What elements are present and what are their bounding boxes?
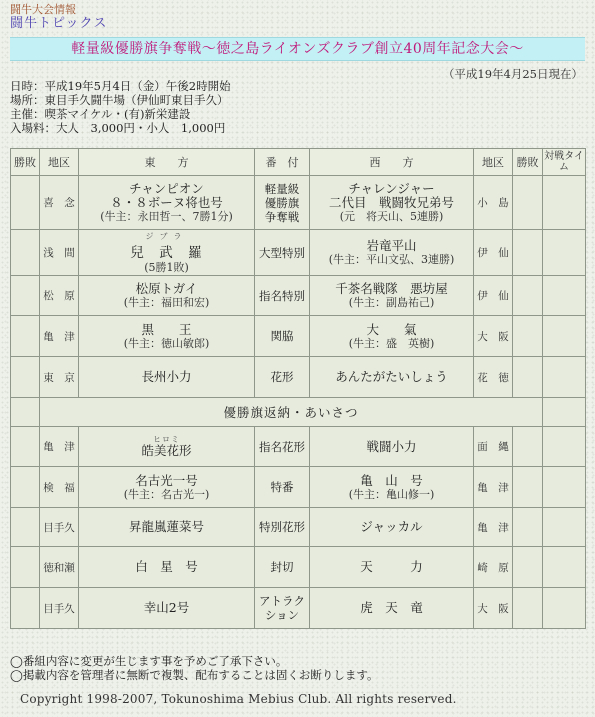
notes (10, 654, 378, 682)
west-owner: (元 将天山、5連勝) (339, 210, 444, 223)
west-name: 岩竜平山 (366, 238, 417, 253)
banzuke: 指名特別 (255, 276, 310, 316)
banzuke: 指名花形 (255, 427, 310, 467)
east-name: 昇龍嵐蓮菜号 (79, 508, 255, 547)
result-cell (11, 357, 40, 398)
west-area: 大 阪 (474, 588, 513, 629)
table-row (11, 357, 586, 398)
result-cell (513, 508, 543, 547)
east-area: 目手久 (40, 588, 79, 629)
time-cell (543, 230, 586, 276)
west-title: チャレンジャー (348, 181, 435, 196)
west-name: ジャッカル (310, 508, 474, 547)
east-owner: (牛主：永田哲一、7勝1分) (100, 210, 233, 223)
banzuke: 特別花形 (255, 508, 310, 547)
east-name: 兒 武 羅 (130, 244, 203, 261)
banzuke-line: 争奪戦 (264, 209, 300, 224)
east-area: 亀 津 (40, 427, 79, 467)
time-cell (543, 176, 586, 230)
table-header (11, 149, 586, 176)
info-fee: 入場料：大人 3,000円・小人 1,000円 (10, 121, 226, 135)
header-area: 地区 (40, 149, 79, 176)
banzuke: 封切 (255, 547, 310, 588)
header-east: 東 方 (79, 149, 255, 176)
header-west: 西 方 (310, 149, 474, 176)
west-bull (310, 176, 474, 230)
west-name: 虎 天 竜 (310, 588, 474, 629)
east-bull (79, 427, 255, 467)
result-cell (513, 230, 543, 276)
east-area: 東 京 (40, 357, 79, 398)
west-area: 亀 津 (474, 508, 513, 547)
table-row (11, 467, 586, 508)
east-area: 検 福 (40, 467, 79, 508)
banzuke-line: アトラク (259, 594, 305, 608)
time-cell (543, 547, 586, 588)
east-area: 松 原 (40, 276, 79, 316)
result-cell (11, 588, 40, 629)
section-title: 優勝旗返納・あいさつ (40, 398, 543, 427)
info-organizer: 主催：喫茶マイケル・(有)新栄建設 (10, 107, 191, 121)
header-result: 勝敗 (11, 149, 40, 176)
banzuke: 大型特別 (255, 230, 310, 276)
east-area: 喜 念 (40, 176, 79, 230)
result-cell (513, 588, 543, 629)
time-cell (543, 357, 586, 398)
result-cell (11, 427, 40, 467)
west-owner: (牛主：平山文弘、3連勝) (328, 253, 455, 266)
east-name: 松原トガイ (135, 281, 198, 296)
west-area: 伊 仙 (474, 276, 513, 316)
east-bull (79, 316, 255, 357)
copyright: Copyright 1998-2007, Tokunoshima Mebius Club. All rights reserved. (20, 692, 457, 706)
east-area: 亀 津 (40, 316, 79, 357)
east-name: 幸山2号 (79, 588, 255, 629)
east-area: 目手久 (40, 508, 79, 547)
banzuke-line: 軽量級 (264, 181, 300, 196)
banzuke-line: ション (264, 608, 300, 622)
result-cell (513, 357, 543, 398)
banzuke: 関脇 (255, 316, 310, 357)
time-cell (543, 467, 586, 508)
result-cell (11, 508, 40, 547)
east-title: チャンピオン (129, 181, 204, 196)
table-row (11, 547, 586, 588)
west-name: あんたがたいしょう (310, 357, 474, 398)
west-name: 千茶名戦隊 悪坊屋 (335, 281, 448, 296)
table-row (11, 276, 586, 316)
west-bull (310, 276, 474, 316)
as-of-date: （平成19年4月25日現在） (442, 67, 583, 81)
east-record: (5勝1敗) (144, 260, 189, 274)
bout-table (10, 148, 586, 629)
section-row (11, 398, 586, 427)
info-date: 日時：平成19年5月4日（金）午後2時開始 (10, 79, 231, 93)
east-name: 名古光一号 (135, 472, 198, 488)
result-cell (513, 316, 543, 357)
result-cell (11, 467, 40, 508)
east-name: 皓美花形 (141, 443, 192, 458)
banzuke (255, 176, 310, 230)
east-owner: (牛主：福田和宏) (123, 296, 210, 309)
table-row (11, 588, 586, 629)
table-row (11, 508, 586, 547)
east-area: 徳和瀬 (40, 547, 79, 588)
time-cell (543, 427, 586, 467)
west-owner: (牛主：亀山修一) (348, 487, 435, 501)
header-time: 対戦タイム (543, 149, 586, 176)
result-cell (11, 176, 40, 230)
east-name: 長州小力 (79, 357, 255, 398)
west-bull (310, 230, 474, 276)
west-name: 大 氣 (366, 321, 417, 337)
west-area: 伊 仙 (474, 230, 513, 276)
table-row (11, 316, 586, 357)
west-name: 戦闘小力 (310, 427, 474, 467)
west-area: 亀 津 (474, 467, 513, 508)
east-ruby: ヒロミ (153, 435, 180, 444)
result-cell (513, 467, 543, 508)
west-bull (310, 467, 474, 508)
west-area: 崎 原 (474, 547, 513, 588)
note-change: ◯番組内容に変更が生じます事を予めご了承下さい。 (10, 654, 288, 668)
result-cell (11, 547, 40, 588)
info-place: 場所：東目手久闘牛場（伊仙町東目手久） (10, 93, 229, 107)
east-owner: (牛主：名古光一) (123, 487, 210, 501)
banzuke-line: 優勝旗 (264, 195, 300, 210)
west-owner: (牛主：副島祐己) (348, 296, 435, 309)
west-name: 二代目 戦闘牧兄弟号 (328, 195, 454, 210)
result-cell (11, 276, 40, 316)
west-name: 亀 山 号 (360, 472, 423, 488)
east-bull (79, 467, 255, 508)
time-cell (543, 276, 586, 316)
east-ruby: ジブラ (145, 231, 188, 241)
east-name: ８・８ボーヌ将也号 (110, 195, 223, 210)
banzuke: 花形 (255, 357, 310, 398)
time-cell (543, 508, 586, 547)
table-row (11, 427, 586, 467)
table-row (11, 230, 586, 276)
east-name: 黒 王 (141, 321, 192, 337)
breadcrumb-sub[interactable]: 闘牛トピックス (10, 16, 108, 31)
time-cell (543, 316, 586, 357)
header-result2: 勝敗 (513, 149, 543, 176)
east-bull (79, 276, 255, 316)
time-cell (543, 588, 586, 629)
west-area: 面 縄 (474, 427, 513, 467)
west-area: 花 徳 (474, 357, 513, 398)
banzuke: 特番 (255, 467, 310, 508)
west-area: 大 阪 (474, 316, 513, 357)
header-banzuke: 番 付 (255, 149, 310, 176)
note-copyright: ◯掲載内容を管理者に無断で複製、配布することは固くお断りします。 (10, 668, 379, 682)
west-bull (310, 316, 474, 357)
result-cell (11, 316, 40, 357)
page-title: 軽量級優勝旗争奪戦～徳之島ライオンズクラブ創立40周年記念大会～ (10, 37, 585, 61)
east-owner: (牛主：徳山敏郎) (123, 336, 210, 350)
result-cell (513, 176, 543, 230)
table-row (11, 176, 586, 230)
result-cell (11, 230, 40, 276)
east-name: 白 星 号 (79, 547, 255, 588)
banzuke (255, 588, 310, 629)
west-area: 小 島 (474, 176, 513, 230)
result-cell (513, 427, 543, 467)
event-info (10, 79, 231, 135)
result-cell (513, 547, 543, 588)
header-area2: 地区 (474, 149, 513, 176)
west-owner: (牛主：盛 英樹) (348, 336, 435, 350)
breadcrumb-top[interactable]: 闘牛大会情報 (10, 3, 76, 16)
east-area: 浅 間 (40, 230, 79, 276)
result-cell (513, 276, 543, 316)
west-name: 天 力 (310, 547, 474, 588)
east-bull (79, 230, 255, 276)
east-bull (79, 176, 255, 230)
